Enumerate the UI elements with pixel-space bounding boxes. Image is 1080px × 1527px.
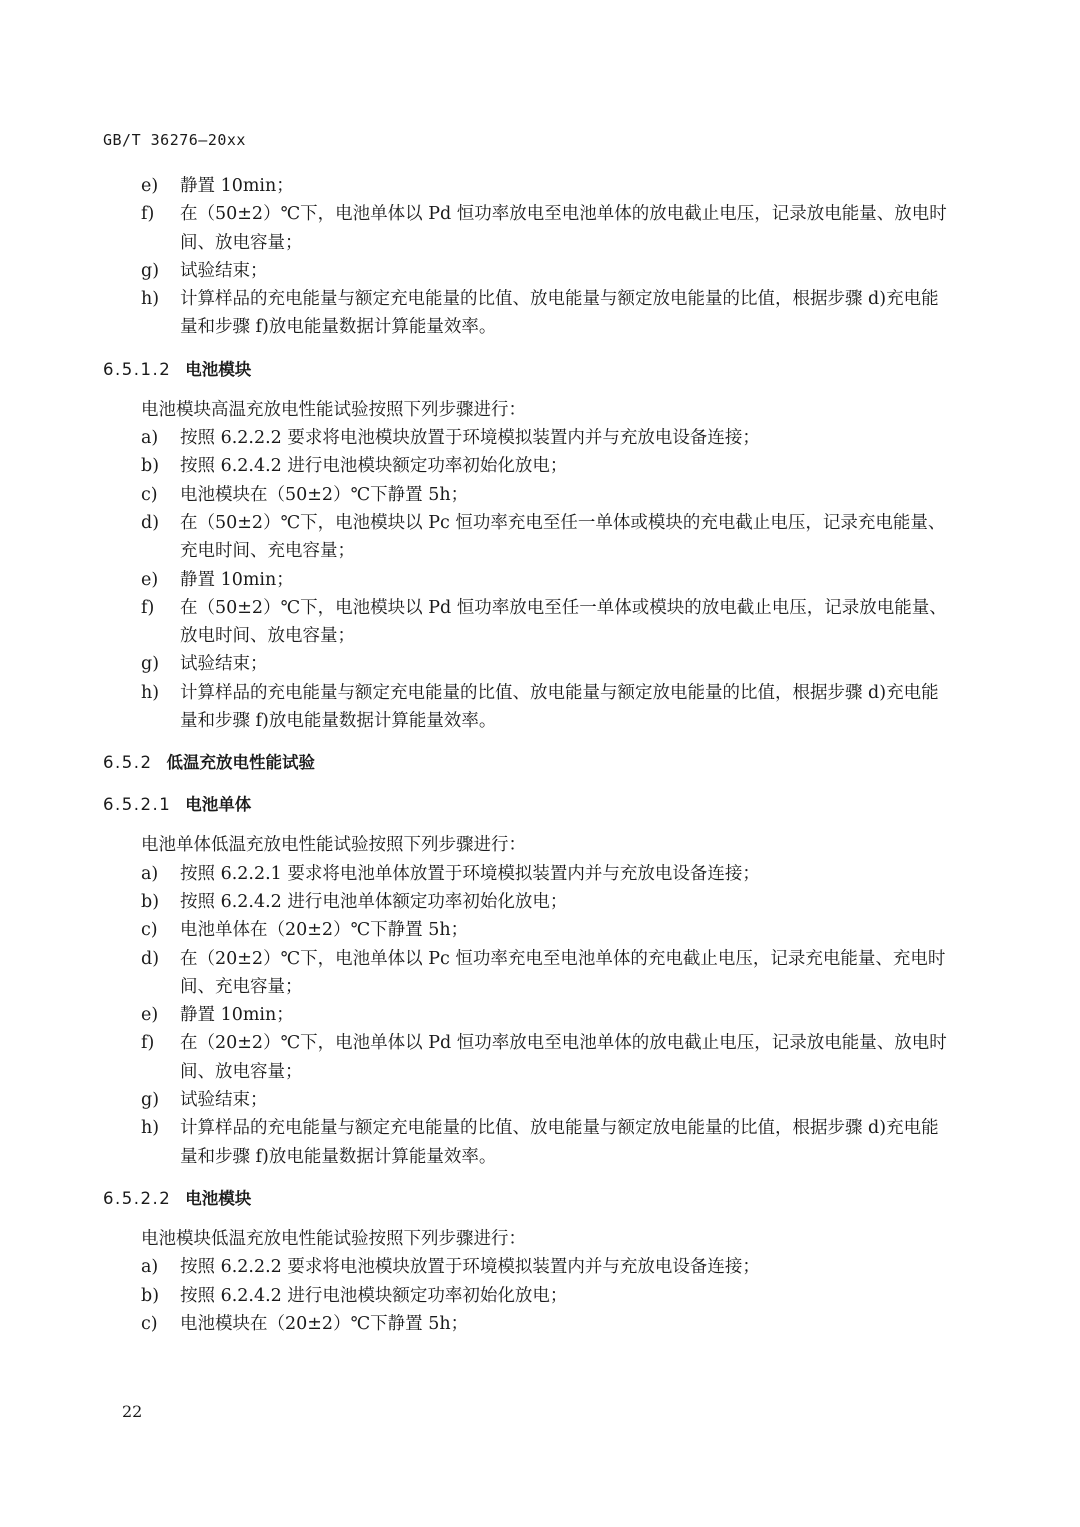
list-item-label: e) — [141, 569, 159, 590]
list-item-text: 按照 6.2.4.2 进行电池单体额定功率初始化放电； — [180, 891, 568, 912]
list-item — [103, 257, 953, 285]
list-item-text: 电池模块在（20±2）℃下静置 5h； — [180, 1313, 469, 1334]
list-item-text: 试验结束； — [180, 1090, 268, 1111]
list-item-label: c) — [141, 484, 158, 505]
list-item-text: 静置 10min； — [180, 569, 294, 590]
list-item-label: b) — [141, 456, 160, 477]
list-item — [103, 945, 953, 1002]
list-item — [103, 860, 953, 888]
list-item-text: 在（20±2）℃下，电池单体以 Pc 恒功率充电至电池单体的充电截止电压，记录充电能量、充电时间、充电容量； — [180, 948, 946, 997]
section-heading — [103, 1185, 953, 1213]
list-item-text: 按照 6.2.2.1 要求将电池单体放置于环境模拟装置内并与充放电设备连接； — [180, 863, 760, 884]
list-item-label: a) — [141, 1257, 159, 1278]
list-item — [103, 650, 953, 678]
list-item-label: g) — [141, 1090, 160, 1111]
list-item — [103, 594, 953, 651]
list-item-text: 电池模块在（50±2）℃下静置 5h； — [180, 484, 469, 505]
list-item-label: d) — [141, 948, 160, 969]
list-item-label: h) — [141, 682, 160, 703]
document-body — [103, 172, 953, 1338]
list-item — [103, 679, 953, 736]
list-item-text: 按照 6.2.2.2 要求将电池模块放置于环境模拟装置内并与充放电设备连接； — [180, 428, 760, 449]
section-heading — [103, 791, 953, 819]
list-item — [103, 888, 953, 916]
list-item-label: e) — [141, 176, 159, 196]
list-item-text: 静置 10min； — [180, 1005, 294, 1026]
list-item-text: 静置 10min； — [180, 176, 294, 196]
list-item — [103, 285, 953, 342]
list-item-label: b) — [141, 1285, 160, 1306]
list-item — [103, 1282, 953, 1310]
list-item-label: h) — [141, 1118, 160, 1139]
list-item — [103, 1310, 953, 1338]
list-item-label: g) — [141, 654, 160, 675]
section-heading — [103, 749, 953, 777]
list-item — [103, 481, 953, 509]
list-item-text: 计算样品的充电能量与额定充电能量的比值、放电能量与额定放电能量的比值，根据步骤 d)充电能量和步骤 f)放电能量数据计算能量效率。 — [180, 289, 939, 338]
list-item — [103, 509, 953, 566]
list-item-text: 试验结束； — [180, 654, 268, 675]
section-heading — [103, 356, 953, 384]
list-item — [103, 1001, 953, 1029]
list-item-text: 按照 6.2.4.2 进行电池模块额定功率初始化放电； — [180, 456, 568, 477]
section-title: 低温充放电性能试验 — [166, 753, 315, 773]
list-item — [103, 1114, 953, 1171]
list-item — [103, 916, 953, 944]
list-item — [103, 1253, 953, 1281]
section-title: 电池模块 — [185, 359, 252, 379]
list-item-label: d) — [141, 512, 160, 533]
list-item-text: 计算样品的充电能量与额定充电能量的比值、放电能量与额定放电能量的比值，根据步骤 d)充电能量和步骤 f)放电能量数据计算能量效率。 — [180, 682, 939, 732]
list-item-text: 电池单体在（20±2）℃下静置 5h； — [180, 920, 469, 941]
list-item-text: 按照 6.2.4.2 进行电池模块额定功率初始化放电； — [180, 1285, 568, 1306]
list-item-label: c) — [141, 920, 158, 941]
section-title: 电池单体 — [185, 795, 252, 815]
list-item-text: 试验结束； — [180, 260, 268, 281]
section-number: 6.5.1.2 — [103, 359, 172, 379]
document-header-id: GB/T 36276—20xx — [103, 131, 246, 149]
list-item-text: 在（20±2）℃下，电池单体以 Pd 恒功率放电至电池单体的放电截止电压，记录放电能量、放电时间、放电容量； — [180, 1033, 947, 1082]
list-item-label: b) — [141, 891, 160, 912]
list-item-label: h) — [141, 289, 160, 310]
page-number: 22 — [122, 1402, 143, 1421]
list-item-label: f) — [141, 1033, 155, 1054]
list-item — [103, 424, 953, 452]
list-item — [103, 172, 953, 200]
list-item-text: 按照 6.2.2.2 要求将电池模块放置于环境模拟装置内并与充放电设备连接； — [180, 1257, 760, 1278]
list-item — [103, 452, 953, 480]
list-item-label: f) — [141, 204, 155, 225]
list-item-label: g) — [141, 260, 160, 281]
intro-paragraph: 电池模块高温充放电性能试验按照下列步骤进行： — [141, 399, 526, 420]
list-item — [103, 1086, 953, 1114]
intro-paragraph: 电池单体低温充放电性能试验按照下列步骤进行： — [141, 835, 526, 856]
list-item-text: 在（50±2）℃下，电池模块以 Pd 恒功率放电至任一单体或模块的放电截止电压，记录放电能量、放电时间、放电容量； — [180, 597, 947, 647]
list-item-text: 在（50±2）℃下，电池单体以 Pd 恒功率放电至电池单体的放电截止电压，记录放电能量、放电时间、放电容量； — [180, 204, 947, 253]
list-item — [103, 1029, 953, 1086]
section-number: 6.5.2.1 — [103, 795, 172, 815]
list-item-label: c) — [141, 1313, 158, 1334]
list-item-label: f) — [141, 597, 155, 618]
intro-paragraph: 电池模块低温充放电性能试验按照下列步骤进行： — [141, 1228, 526, 1249]
section-title: 电池模块 — [185, 1188, 252, 1208]
list-item — [103, 566, 953, 594]
list-item — [103, 200, 953, 257]
list-item-text: 在（50±2）℃下，电池模块以 Pc 恒功率充电至任一单体或模块的充电截止电压，记录充电能量、充电时间、充电容量； — [180, 512, 946, 562]
section-number: 6.5.2 — [103, 753, 153, 773]
list-item-label: e) — [141, 1005, 159, 1026]
section-number: 6.5.2.2 — [103, 1188, 172, 1208]
list-item-label: a) — [141, 863, 159, 884]
list-item-text: 计算样品的充电能量与额定充电能量的比值、放电能量与额定放电能量的比值，根据步骤 d)充电能量和步骤 f)放电能量数据计算能量效率。 — [180, 1118, 939, 1167]
list-item-label: a) — [141, 428, 159, 449]
